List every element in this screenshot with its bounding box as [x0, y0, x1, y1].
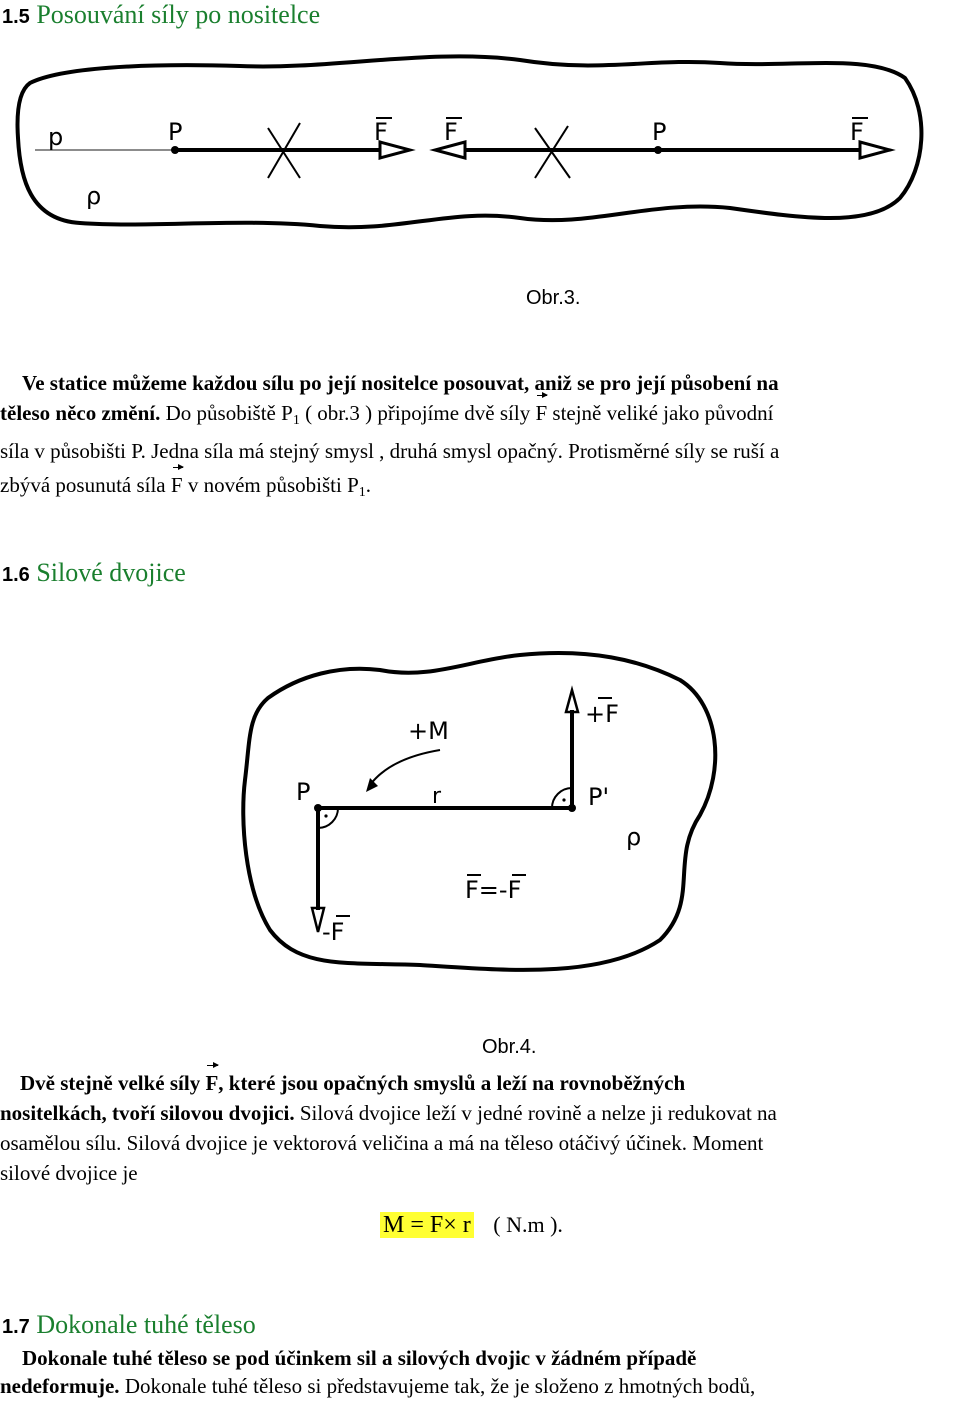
- label-F-eq: F=-F: [465, 876, 522, 904]
- section-title: Dokonale tuhé těleso: [36, 1310, 256, 1339]
- formula-expression: M = F× r: [380, 1212, 474, 1238]
- figure-3-diagram: [0, 28, 960, 258]
- para3-line2-bold: nedeformuje.: [0, 1374, 120, 1398]
- section-heading-1-7: [2, 1310, 256, 1340]
- label-P: P: [296, 778, 311, 806]
- paragraph-rigid-body: [0, 1344, 960, 1400]
- section-number: 1.7: [2, 1316, 30, 1338]
- label-F-1: F: [374, 118, 388, 146]
- label-rho: ρ: [626, 823, 642, 851]
- body-outline: [18, 56, 922, 227]
- label-P: P: [168, 118, 183, 146]
- vector-F: F: [535, 398, 547, 428]
- section-heading-1-6: [2, 558, 186, 588]
- section-title: Posouvání síly po nositelce: [36, 0, 321, 29]
- paragraph-force-couple: [0, 1068, 960, 1188]
- para1-line1: Ve statice můžeme každou sílu po její nositelce posouvat, aniž se pro její působení na: [22, 371, 779, 395]
- figure-3-caption: Obr.3.: [526, 287, 581, 309]
- para1-line2-bold: těleso něco změní.: [0, 401, 161, 425]
- vector-F: F: [205, 1068, 218, 1098]
- para2-line3: osamělou sílu. Silová dvojice je vektorová veličina a má na těleso otáčivý účinek. Moment: [0, 1131, 764, 1155]
- label-minus-F: -F: [322, 918, 345, 946]
- figure-4-caption: Obr.4.: [482, 1036, 537, 1058]
- paragraph-statics: [0, 368, 960, 508]
- para2-line4: silové dvojice je: [0, 1161, 138, 1185]
- section-number: 1.6: [2, 564, 30, 586]
- label-F-2: F: [444, 118, 458, 146]
- para1-line4-c: .: [365, 473, 372, 497]
- section-heading-1-5: [2, 0, 320, 30]
- label-plus-M: +M: [408, 717, 449, 745]
- figure-4-diagram: [0, 640, 960, 990]
- para3-line1: Dokonale tuhé těleso se pod účinkem sil a silových dvojic v žádném případě: [22, 1346, 697, 1370]
- formula-unit: ( N.m ).: [493, 1212, 563, 1237]
- para1-line2-b: ( obr.3 ) připojíme dvě síly: [299, 401, 536, 425]
- para1-line4-sub: 1: [358, 485, 366, 500]
- para1-line3: síla v působišti P. Jedna síla má stejný smysl , druhá smysl opačný. Protisměrné síly se ruší a: [0, 439, 780, 463]
- para3-line2-rest: Dokonale tuhé těleso si představujeme tak, že je složeno z hmotných bodů,: [119, 1374, 756, 1398]
- label-r: r: [432, 784, 442, 809]
- label-p: p: [48, 123, 64, 151]
- para2-line1-a: Dvě stejně velké síly: [20, 1071, 206, 1095]
- moment-formula: [380, 1212, 563, 1239]
- vector-F: F: [171, 470, 183, 500]
- para2-line2-rest: Silová dvojice leží v jedné rovině a nelze ji redukovat na: [294, 1101, 777, 1125]
- label-plus-F: +F: [585, 700, 619, 728]
- section-title: Silové dvojice: [36, 558, 186, 587]
- label-P-prime: P': [588, 783, 610, 811]
- para2-line1-b: , které jsou opačných smyslů a leží na rovnoběžných: [218, 1071, 686, 1095]
- section-number: 1.5: [2, 6, 30, 28]
- para1-line4-a: zbývá posunutá síla: [0, 473, 171, 497]
- para2-line2-bold: nositelkách, tvoří silovou dvojici.: [0, 1101, 295, 1125]
- label-rho: ρ: [86, 182, 102, 210]
- para1-line4-b: v novém působišti P: [182, 473, 359, 497]
- para1-line2-sub: 1: [292, 413, 300, 428]
- label-P1: P: [652, 118, 667, 146]
- para1-line2-c: stejně veliké jako původní: [547, 401, 774, 425]
- label-F-3: F: [850, 118, 864, 146]
- body-outline: [243, 653, 715, 970]
- para1-line2-a: Do působiště P: [160, 401, 293, 425]
